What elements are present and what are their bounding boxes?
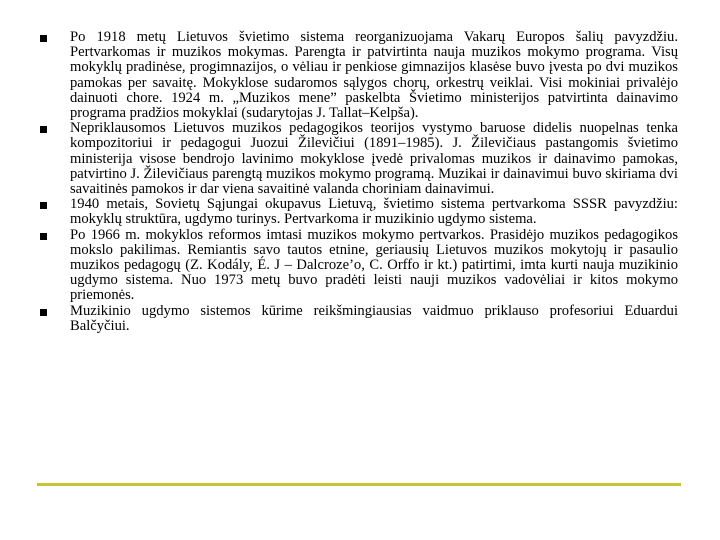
- bullet-text-3: 1940 metais, Sovietų Sąjungai okupavus Lietuvą, švietimo sistema pertvarkoma SSSR pavyzdžiu: mokyklų struktūra, ugdymo turinys. Pertvarkoma ir muzikinio ugdymo sistema.: [70, 196, 678, 228]
- square-bullet-icon: [40, 126, 47, 133]
- bullet-text-4: Po 1966 m. mokyklos reformos imtasi muzikos mokymo pertvarkos. Prasidėjo muzikos pedagogikos mokslo pakilimas. Remiantis savo tautos etnine, geriausių Lietuvos muzikos mokytojų ir pasaulio muzikos pedagogų (Z. Kodály, É. J – Dalcroze’o, C. Orffo ir kt.) patirtimi, imta kurti nauja muzikinio ugdymo sistema. Nuo 1973 metų buvo pradėti leisti nauji muzikos vadovėliai ir kitos mokymo priemonės.: [70, 226, 678, 304]
- bullet-text-2: Nepriklausomos Lietuvos muzikos pedagogikos teorijos vystymo baruose didelis nuopelnas tenka kompozitoriui ir pedagogui Juozui Žilevičiui (1891–1985). J. Žilevičiaus pastangomis švietimo ministerija visose bendrojo lavinimo mokyklose įvedė privalomas muzikos ir dainavimo pamokas, patvirtino J. Žilevičiaus parengtą muzikos mokymo programą. Muzikai ir dainavimui buvo skiriama dvi savaitinės pamokos ir dar viena savaitinė valanda choriniam dainavimui.: [70, 120, 678, 198]
- bullet-text-5: Muzikinio ugdymo sistemos kūrime reikšmingiausias vaidmuo priklauso profesoriui Eduardui Balčyčiui.: [70, 302, 678, 334]
- bullet-text-1: Po 1918 metų Lietuvos švietimo sistema reorganizuojama Vakarų Europos šalių pavyzdžiu. Pertvarkomas ir muzikos mokymas. Parengta ir patvirtinta nauja muzikos mokymo programa. Visų mokyklų pradinėse, progimnazijos, o vėliau ir penkiose gimnazijos klasėse buvo įvesta po dvi muzikos pamokas per savaitę. Mokyklose sudaromos sąlygos chorų, orkestrų veiklai. Visi mokiniai privalėjo dainuoti chore. 1924 m. „Muzikos mene” paskelbta Švietimo ministerijos patvirtinta dainavimo programa pradžios mokyklai (sudarytojas J. Tallat–Kelpša).: [70, 29, 678, 122]
- bullet-list: [38, 30, 678, 334]
- bullet-item-2: [38, 121, 678, 197]
- footer-rule: [37, 483, 681, 486]
- square-bullet-icon: [40, 233, 47, 240]
- square-bullet-icon: [40, 35, 47, 42]
- bullet-item-3: [38, 197, 678, 227]
- square-bullet-icon: [40, 309, 47, 316]
- bullet-item-5: [38, 304, 678, 334]
- square-bullet-icon: [40, 202, 47, 209]
- bullet-item-4: [38, 228, 678, 304]
- slide-content: [38, 30, 678, 334]
- bullet-item-1: [38, 30, 678, 121]
